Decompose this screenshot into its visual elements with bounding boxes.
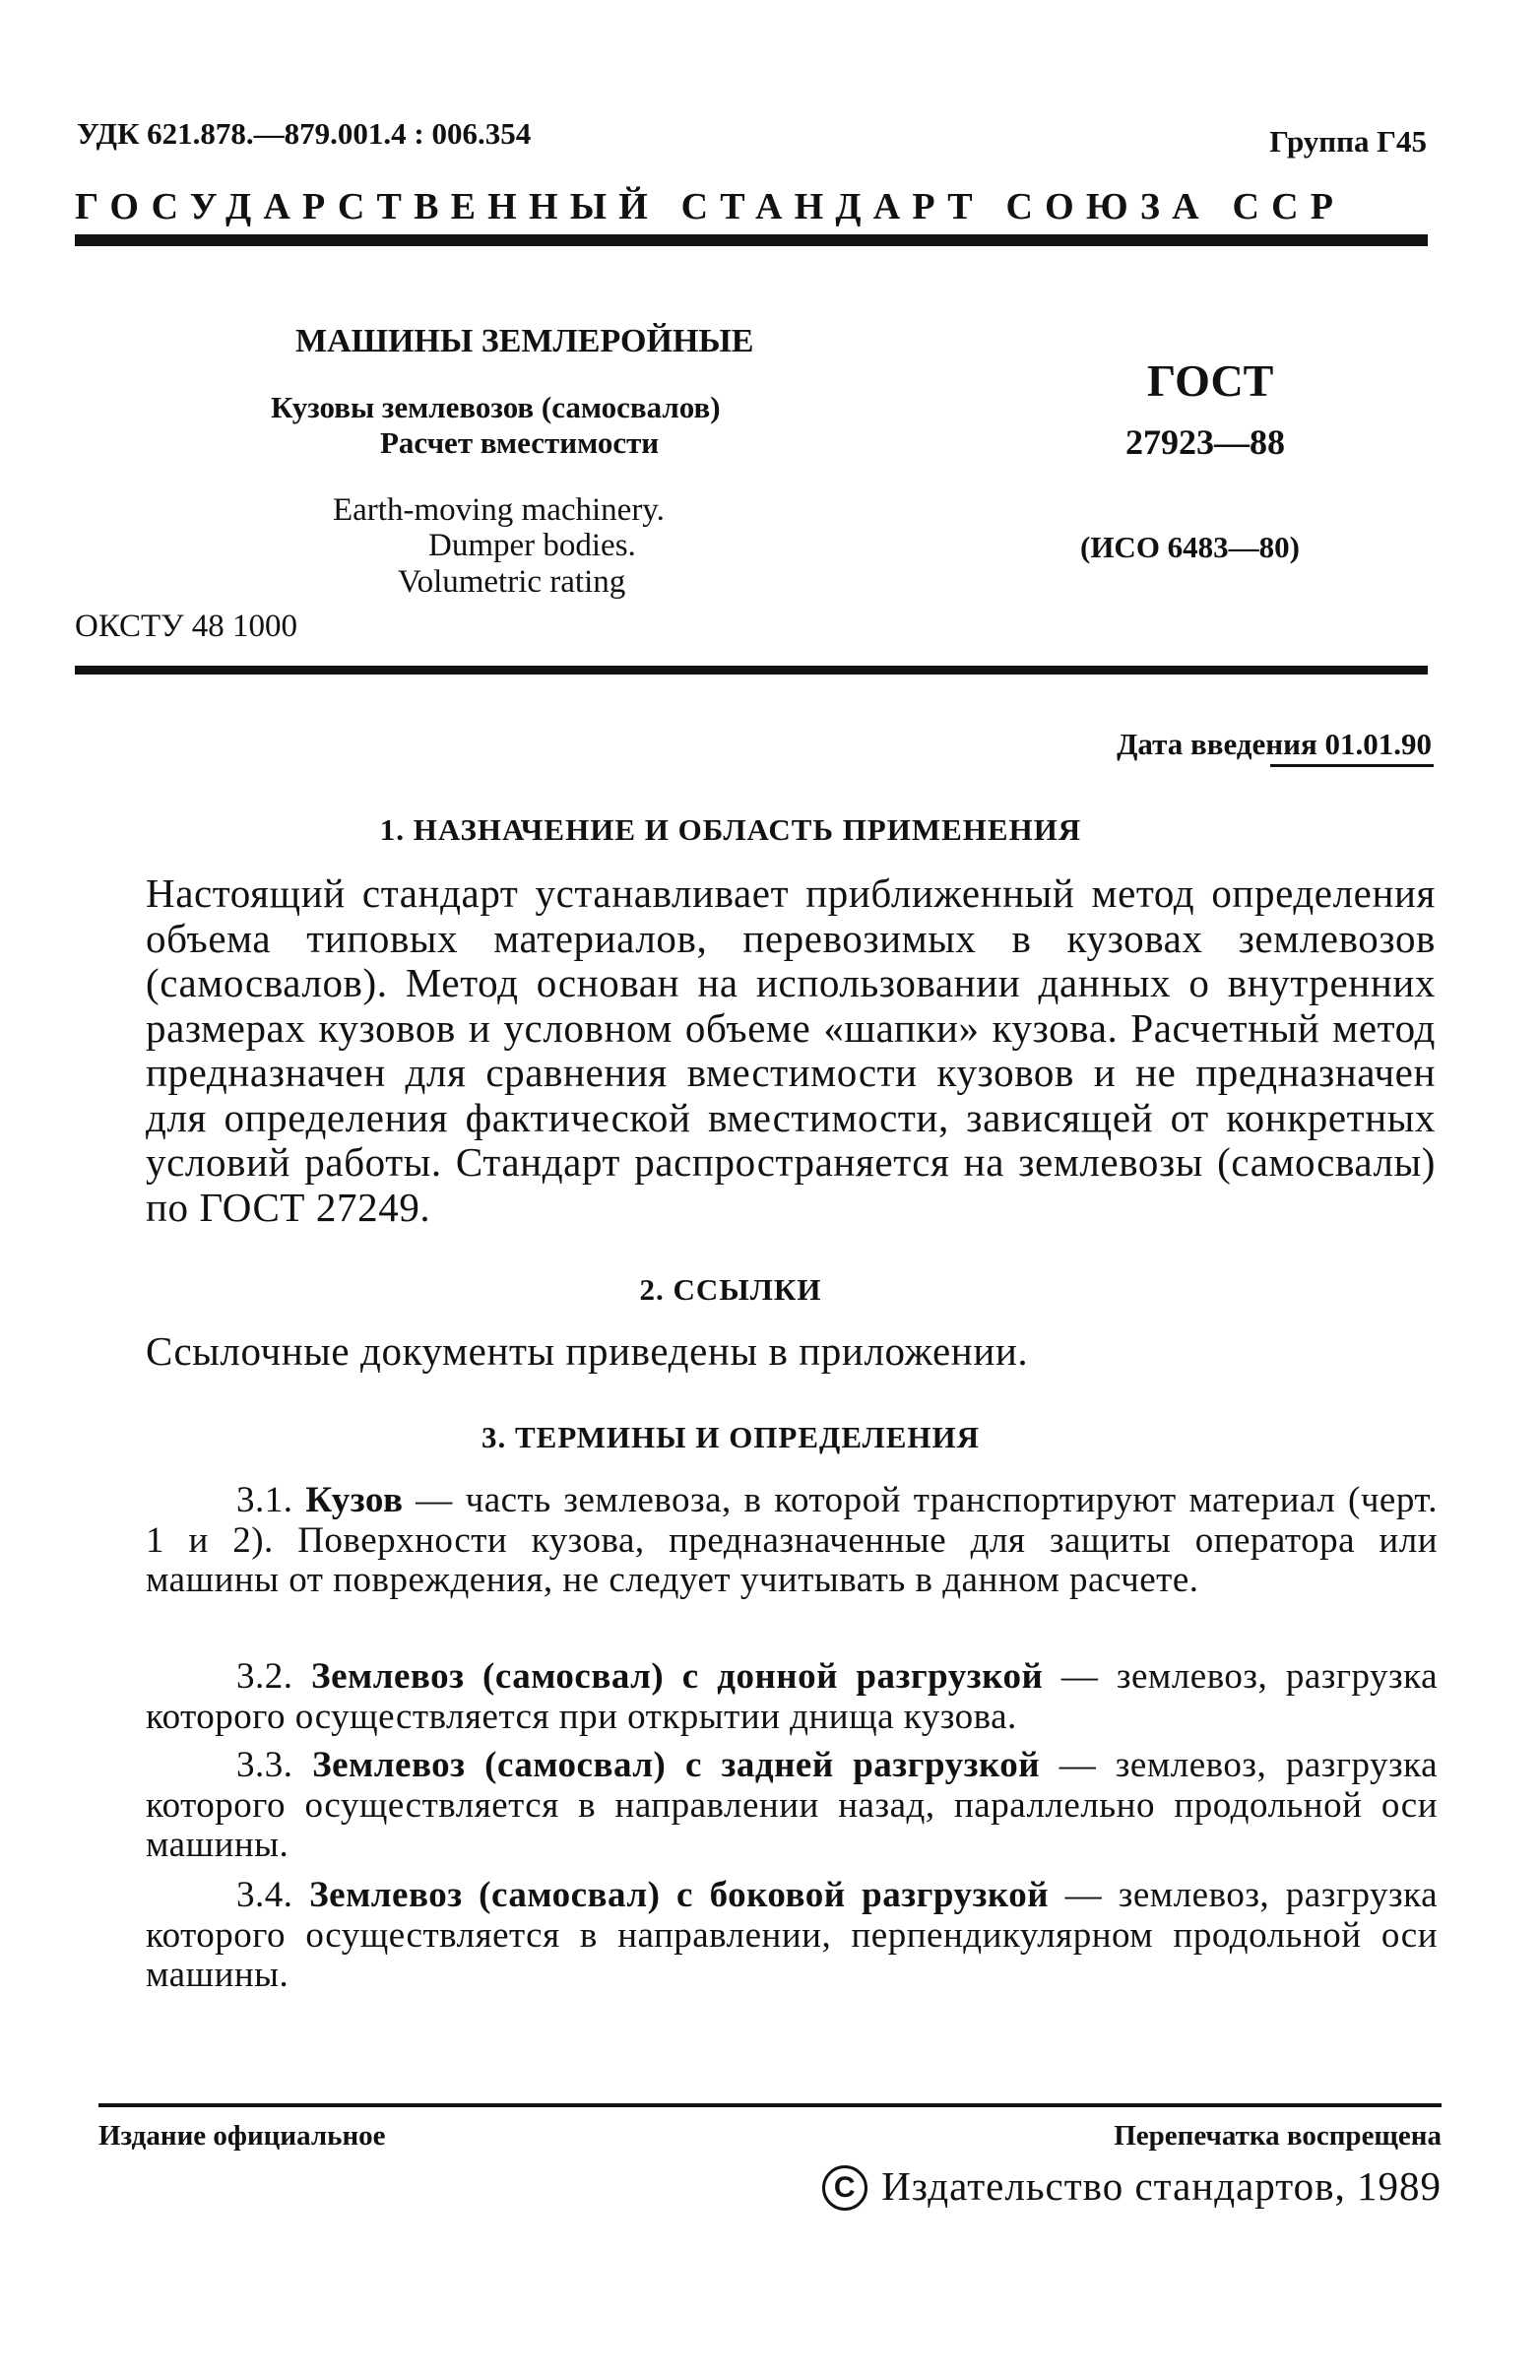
- edition-note: Издание официальное: [98, 2120, 386, 2152]
- gost-label: ГОСТ: [1147, 355, 1274, 406]
- definition-number: 3.4.: [236, 1875, 293, 1915]
- section-2-heading: 2. ССЫЛКИ: [639, 1272, 822, 1307]
- definition-3-2: [146, 1657, 1438, 1737]
- copyright-line: [822, 2162, 1442, 2211]
- definition-term: Кузов: [305, 1480, 404, 1520]
- date-value: 01.01.90: [1324, 727, 1432, 761]
- state-standard-banner: ГОСУДАРСТВЕННЫЙ СТАНДАРТ СОЮЗА ССР: [75, 186, 1346, 227]
- english-title-line-1: Earth-moving machinery.: [333, 492, 665, 528]
- definition-3-1: [146, 1481, 1438, 1601]
- definition-text: — землевоз, разгрузка которого осуществляется в направлении, перпендикулярном продольной оси машины.: [146, 1875, 1438, 1995]
- definition-number: 3.3.: [236, 1745, 293, 1785]
- definition-3-4: [146, 1876, 1438, 1996]
- date-underline: [1270, 764, 1434, 767]
- group-code: Группа Г45: [1269, 124, 1427, 159]
- definition-3-3: [146, 1746, 1438, 1866]
- reprint-note: Перепечатка воспрещена: [1114, 2120, 1442, 2152]
- document-title: МАШИНЫ ЗЕМЛЕРОЙНЫЕ: [295, 323, 754, 359]
- introduction-date: [1117, 727, 1432, 762]
- publisher-text: Издательство стандартов, 1989: [881, 2163, 1442, 2209]
- subtitle-line-2: Расчет вместимости: [380, 425, 660, 460]
- iso-reference: (ИСО 6483—80): [1080, 530, 1301, 564]
- section-3-heading: 3. ТЕРМИНЫ И ОПРЕДЕЛЕНИЯ: [481, 1420, 981, 1454]
- copyright-icon: C: [822, 2165, 867, 2211]
- definition-number: 3.1.: [236, 1480, 293, 1520]
- top-rule: [75, 234, 1428, 246]
- english-title-line-2: Dumper bodies.: [428, 528, 636, 563]
- subtitle-line-1: Кузовы землевозов (самосвалов): [271, 390, 721, 424]
- definition-term: Землевоз (самосвал) с боковой разгрузкой: [309, 1875, 1050, 1915]
- section-2-text: Ссылочные документы приведены в приложении.: [146, 1328, 1029, 1374]
- definition-term: Землевоз (самосвал) с донной разгрузкой: [311, 1656, 1044, 1697]
- section-1-text: Настоящий стандарт устанавливает приближенный метод определения объема типовых материалов, перевозимых в кузовах землевозов (самосвалов). Метод основан на использовании данных о внутренних размерах кузовов и условном объеме «шапки» кузова. Расчетный метод предназначен для сравнения вместимости кузовов и не предназначен для определения фактической вместимости, зависящей от конкретных условий работы. Стандарт распространяется на землевозы (самосвалы) по ГОСТ 27249.: [146, 870, 1436, 1230]
- gost-number: 27923—88: [1125, 422, 1285, 462]
- definition-term: Землевоз (самосвал) с задней разгрузкой: [312, 1745, 1041, 1785]
- oksty-code: ОКСТУ 48 1000: [75, 609, 298, 644]
- english-title-line-3: Volumetric rating: [398, 564, 626, 600]
- definition-text: — землевоз, разгрузка которого осуществляется при открытии днища кузова.: [146, 1656, 1439, 1737]
- footer-rule: [98, 2103, 1442, 2107]
- definition-text: — часть землевоза, в которой транспортируют материал (черт. 1 и 2). Поверхности кузова, предназначенные для защиты оператора или машины от повреждения, не следует учитывать в данном расчете.: [146, 1480, 1438, 1600]
- middle-rule: [75, 666, 1428, 675]
- udk-code: УДК 621.878.—879.001.4 : 006.354: [77, 116, 532, 151]
- section-1-heading: 1. НАЗНАЧЕНИЕ И ОБЛАСТЬ ПРИМЕНЕНИЯ: [379, 812, 1082, 847]
- definition-text: — землевоз, разгрузка которого осуществляется в направлении назад, параллельно продольной оси машины.: [146, 1745, 1438, 1865]
- definition-number: 3.2.: [236, 1656, 293, 1697]
- date-label: Дата введения: [1117, 727, 1317, 761]
